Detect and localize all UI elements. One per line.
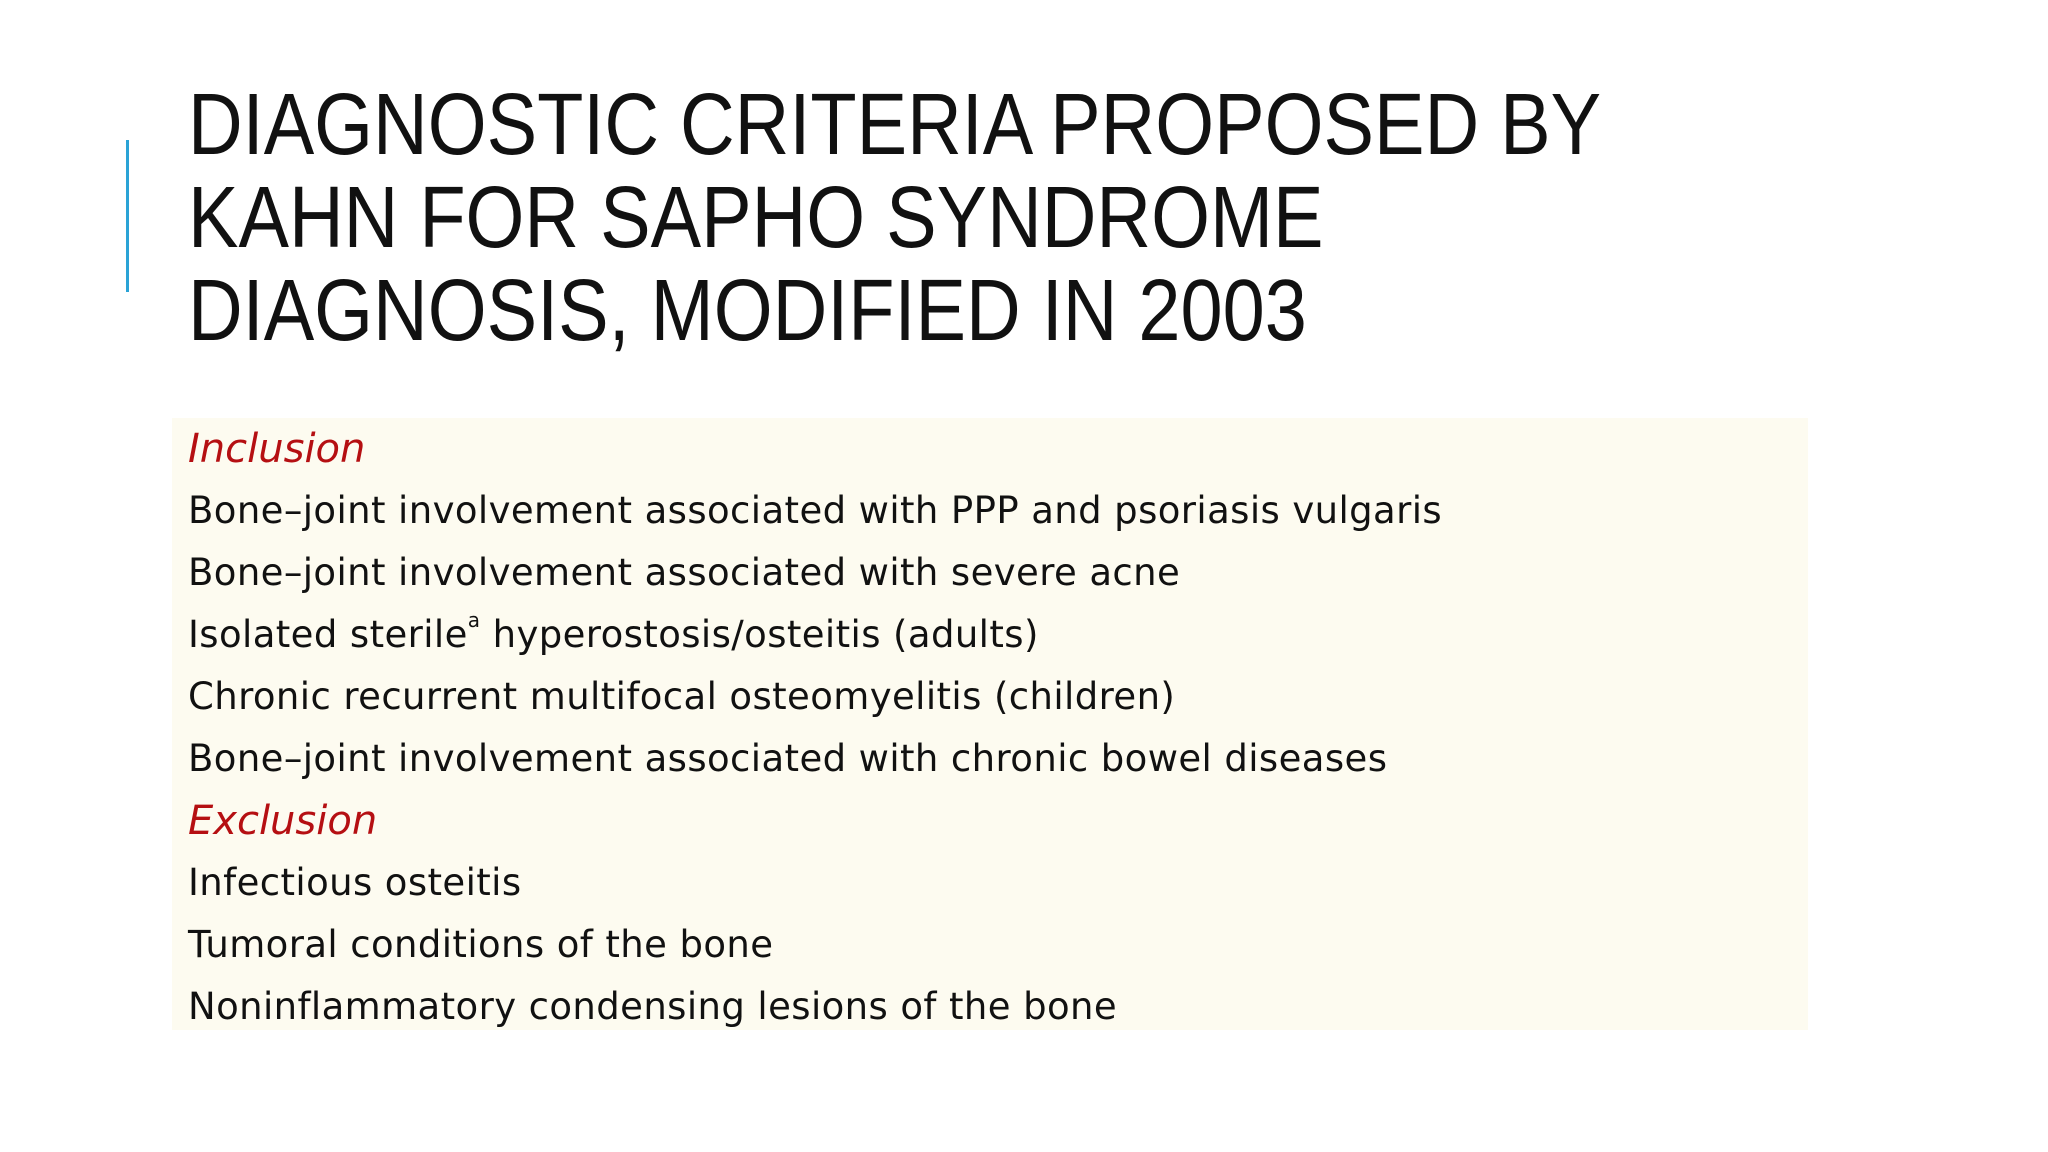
inclusion-item: Bone–joint involvement associated with PPP and psoriasis vulgaris: [188, 489, 1443, 532]
exclusion-item: Noninflammatory condensing lesions of the bone: [188, 985, 1118, 1028]
slide-title: [188, 78, 1737, 357]
inclusion-item: [188, 604, 1039, 666]
footnote-marker: a: [467, 608, 481, 632]
inclusion-header: Inclusion: [188, 426, 366, 472]
exclusion-item: Tumoral conditions of the bone: [188, 923, 774, 966]
title-line-3: DIAGNOSIS, MODIFIED IN 2003: [188, 262, 1307, 359]
inclusion-item: Bone–joint involvement associated with chronic bowel diseases: [188, 737, 1388, 780]
inclusion-item-text: hyperostosis/osteitis (adults): [480, 613, 1039, 656]
exclusion-header: Exclusion: [188, 798, 378, 844]
title-line-1: DIAGNOSTIC CRITERIA PROPOSED BY: [188, 76, 1602, 173]
criteria-table: [172, 418, 1808, 1030]
title-line-2: KAHN FOR SAPHO SYNDROME: [188, 169, 1324, 266]
inclusion-item: Chronic recurrent multifocal osteomyelitis (children): [188, 675, 1176, 718]
exclusion-item: Infectious osteitis: [188, 861, 522, 904]
inclusion-item: Bone–joint involvement associated with severe acne: [188, 551, 1181, 594]
inclusion-item-text: Isolated sterile: [188, 613, 468, 656]
title-accent-bar: [126, 140, 129, 292]
